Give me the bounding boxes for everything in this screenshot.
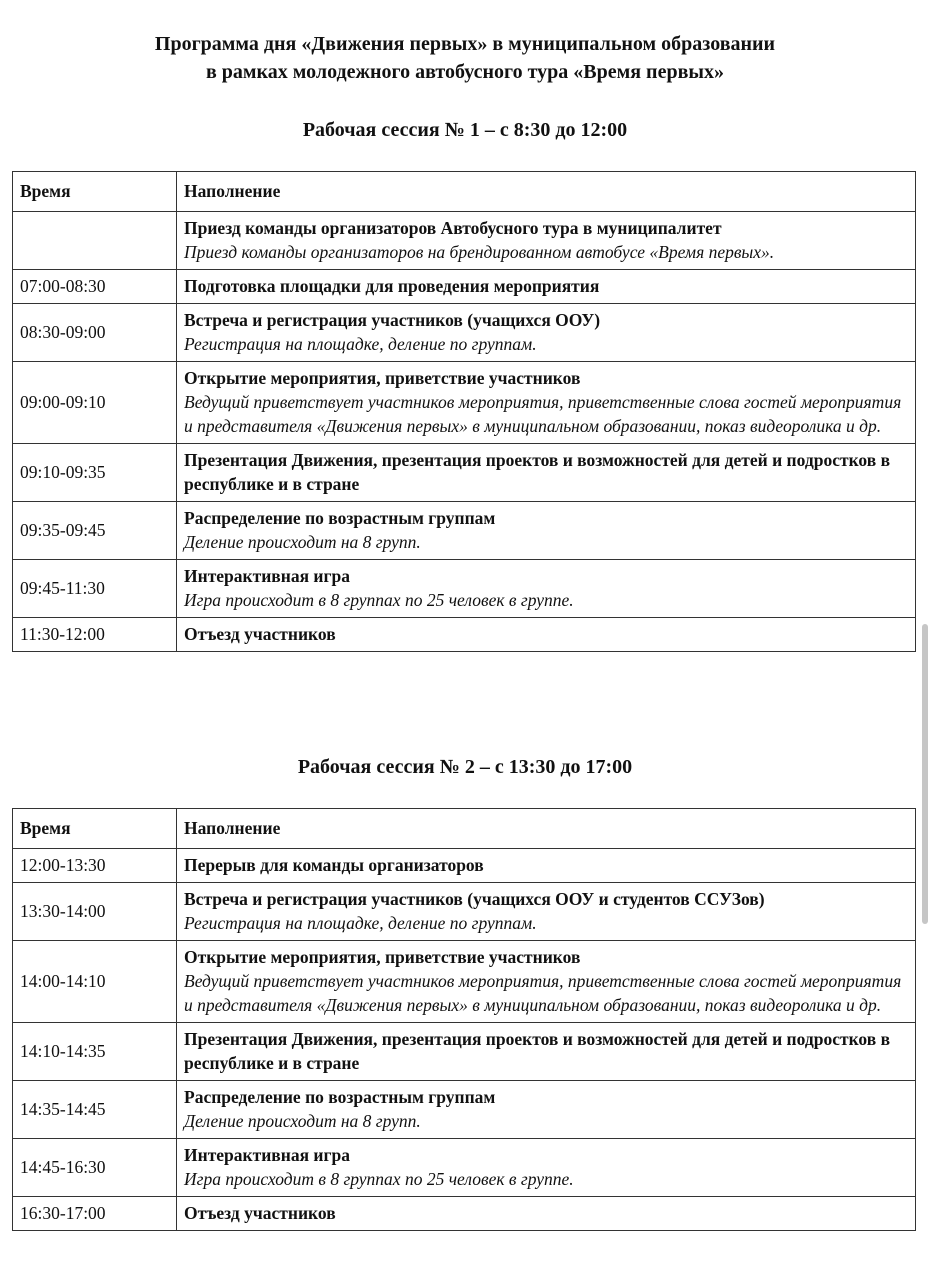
row-time: 11:30-12:00 (13, 618, 177, 652)
row-time: 14:45-16:30 (13, 1139, 177, 1197)
row-description: Игра происходит в 8 группах по 25 человек в группе. (184, 1169, 574, 1189)
row-time: 12:00-13:30 (13, 849, 177, 883)
row-description: Ведущий приветствует участников мероприятия, приветственные слова гостей мероприятия и представителя «Движения первых» в муниципальном образовании, показ видеоролика и др. (184, 392, 902, 436)
header-content: Наполнение (177, 172, 916, 212)
table-row (13, 212, 916, 270)
row-content (177, 883, 916, 941)
table-row (13, 362, 916, 444)
row-time: 14:35-14:45 (13, 1081, 177, 1139)
row-title: Интерактивная игра (184, 566, 350, 586)
row-description: Деление происходит на 8 групп. (184, 1111, 421, 1131)
session-1-title: Рабочая сессия № 1 – с 8:30 до 12:00 (302, 119, 628, 141)
row-title: Подготовка площадки для проведения мероприятия (184, 276, 600, 296)
document-title (0, 30, 930, 86)
row-content (177, 1139, 916, 1197)
row-content (177, 1023, 916, 1081)
table-header-row (13, 809, 916, 849)
row-content (177, 941, 916, 1023)
row-description: Регистрация на площадке, деление по группам. (184, 334, 537, 354)
row-title: Открытие мероприятия, приветствие участников (184, 368, 581, 388)
row-title: Интерактивная игра (184, 1145, 350, 1165)
row-description: Регистрация на площадке, деление по группам. (184, 913, 537, 933)
table-row (13, 444, 916, 502)
row-title: Приезд команды организаторов Автобусного тура в муниципалитет (184, 218, 722, 238)
header-time: Время (13, 809, 177, 849)
table-row (13, 1197, 916, 1231)
row-time (13, 212, 177, 270)
row-time: 07:00-08:30 (13, 270, 177, 304)
session-1-table (12, 171, 916, 652)
row-time: 08:30-09:00 (13, 304, 177, 362)
header-content: Наполнение (177, 809, 916, 849)
row-title: Отъезд участников (184, 624, 336, 644)
row-time: 14:00-14:10 (13, 941, 177, 1023)
row-title: Перерыв для команды организаторов (184, 855, 484, 875)
row-time: 09:35-09:45 (13, 502, 177, 560)
table-row (13, 1023, 916, 1081)
row-title: Распределение по возрастным группам (184, 508, 496, 528)
row-content (177, 618, 916, 652)
table-header-row (13, 172, 916, 212)
row-title: Отъезд участников (184, 1203, 336, 1223)
session-2-title: Рабочая сессия № 2 – с 13:30 до 17:00 (297, 756, 633, 778)
row-content (177, 560, 916, 618)
row-content (177, 1081, 916, 1139)
table-row (13, 883, 916, 941)
row-content (177, 502, 916, 560)
header-time: Время (13, 172, 177, 212)
row-content (177, 1197, 916, 1231)
row-content (177, 270, 916, 304)
row-title: Презентация Движения, презентация проектов и возможностей для детей и подростков в республике и в стране (184, 450, 891, 494)
row-time: 14:10-14:35 (13, 1023, 177, 1081)
row-time: 13:30-14:00 (13, 883, 177, 941)
row-content (177, 849, 916, 883)
document-title-line-1: Программа дня «Движения первых» в муниципальном образовании (154, 33, 776, 55)
table-row (13, 618, 916, 652)
row-description: Ведущий приветствует участников мероприятия, приветственные слова гостей мероприятия и представителя «Движения первых» в муниципальном образовании, показ видеоролика и др. (184, 971, 902, 1015)
table-row (13, 270, 916, 304)
table-row (13, 1139, 916, 1197)
row-time: 16:30-17:00 (13, 1197, 177, 1231)
row-title: Распределение по возрастным группам (184, 1087, 496, 1107)
table-row (13, 560, 916, 618)
row-title: Встреча и регистрация участников (учащихся ООУ и студентов ССУЗов) (184, 889, 765, 909)
row-time: 09:10-09:35 (13, 444, 177, 502)
row-title: Встреча и регистрация участников (учащихся ООУ) (184, 310, 601, 330)
table-row (13, 304, 916, 362)
session-2-table (12, 808, 916, 1231)
row-content (177, 304, 916, 362)
row-title: Открытие мероприятия, приветствие участников (184, 947, 581, 967)
row-content (177, 362, 916, 444)
row-description: Приезд команды организаторов на брендированном автобусе «Время первых». (184, 242, 775, 262)
row-time: 09:45-11:30 (13, 560, 177, 618)
row-title: Презентация Движения, презентация проектов и возможностей для детей и подростков в республике и в стране (184, 1029, 891, 1073)
table-row (13, 1081, 916, 1139)
row-time: 09:00-09:10 (13, 362, 177, 444)
row-content (177, 444, 916, 502)
row-content (177, 212, 916, 270)
table-row (13, 849, 916, 883)
row-description: Деление происходит на 8 групп. (184, 532, 421, 552)
document-title-line-2: в рамках молодежного автобусного тура «Время первых» (206, 61, 724, 83)
table-row (13, 941, 916, 1023)
scrollbar-thumb[interactable] (922, 624, 928, 924)
table-row (13, 502, 916, 560)
row-description: Игра происходит в 8 группах по 25 человек в группе. (184, 590, 574, 610)
